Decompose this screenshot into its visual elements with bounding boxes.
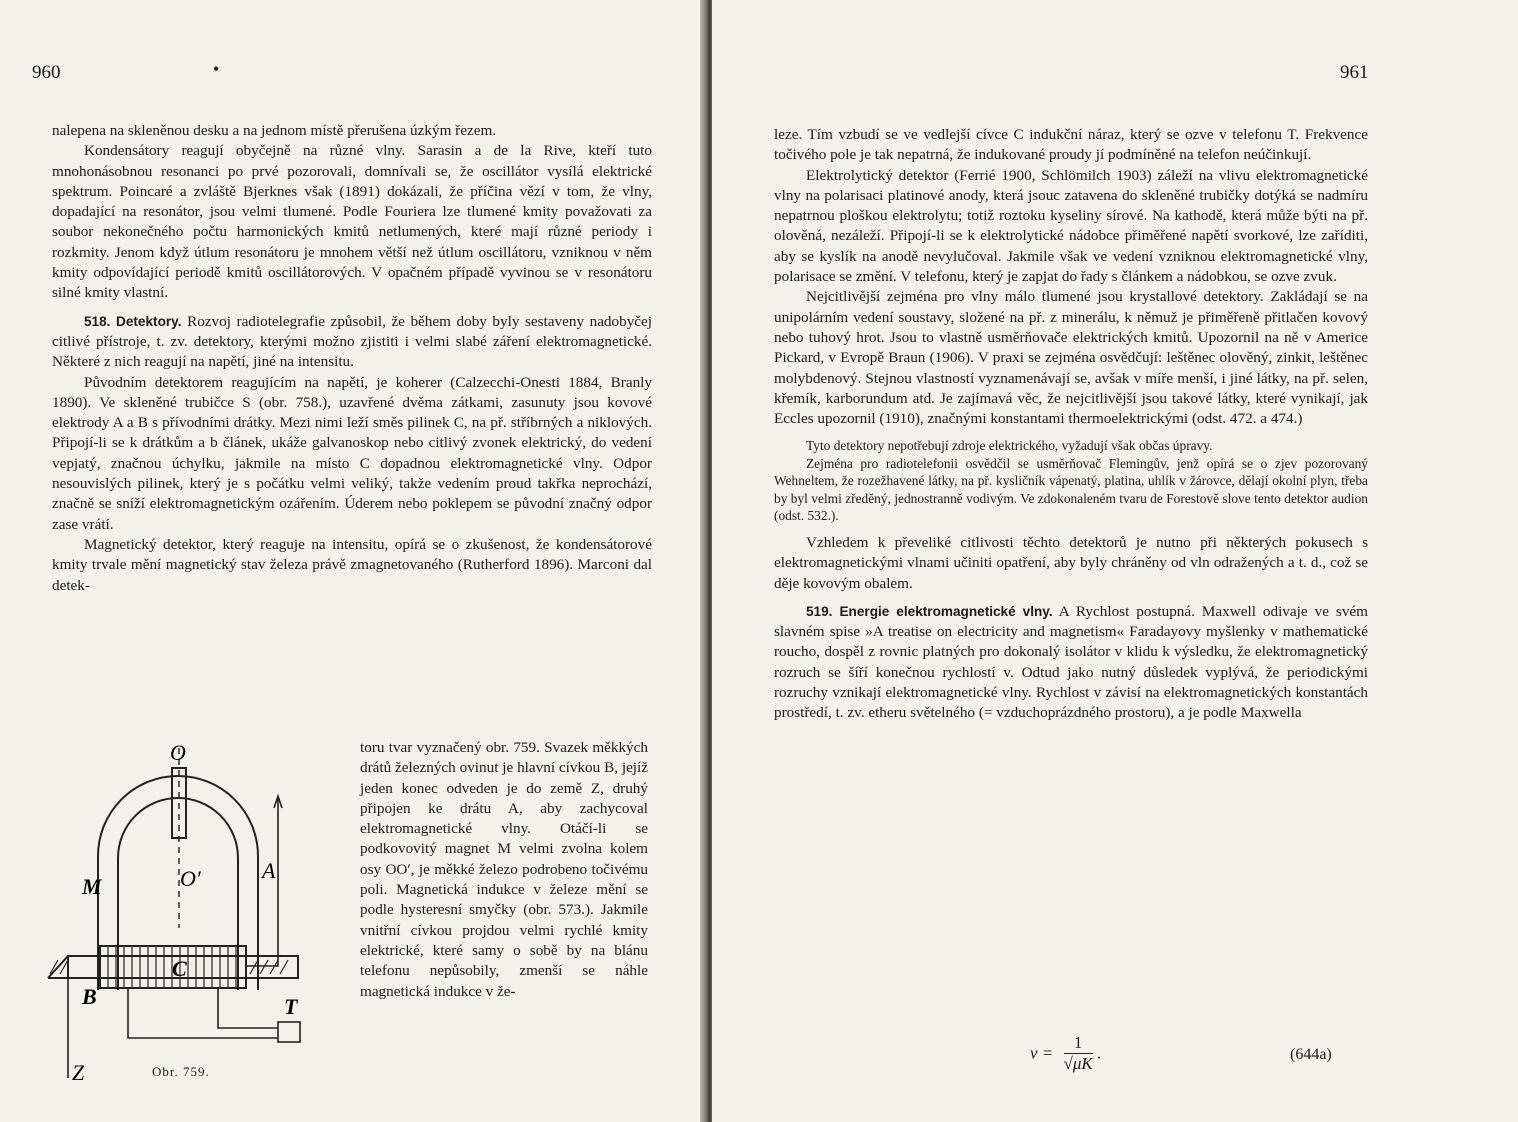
label-C: C bbox=[172, 956, 187, 981]
paragraph: Elektrolytický detektor (Ferrié 1900, Schlömilch 1903) záleží na vlivu elektromagnetické vlny na polarisaci platinové anody, která jsouc zatavena do skleněné trubičky dotýká se nadmíru nepatrnou ploškou elektrolytu; totiž roztoku kyseliny sírové. Na kathodě, která může býti na př. olověná, nezáleží. Připojí-li se k elektrolytické nádobce přiměřené napětí svorkové, lze zaříditi, aby se kyslík na anodě nevylučoval. Jakmile však ve vedení vzniknou elektromagnetické vlny, polarisace se změní. V telefonu, který je zapjat do řady s článkem a nádobkou, se ozve zvuk. bbox=[774, 166, 1368, 286]
section-number: 518. bbox=[84, 313, 111, 329]
section-text: A Rychlost postupná. Maxwell odivaje ve svém slavném spise »A treatise on electricity and magnetism« Faradayovy myšlenky v mathematické roucho, dospěl z rovnic platných pro dokonalý isolátor v klidu k výsledku, že elektromagnetický rozruch se šíří konečnou rychlostí v. Odtud jako nutný důsledek vyplývá, že periodickými rozruchy vznikají elektromagnetické vlny. Rychlost v závisí na elektromagnetických konstantách prostředí, t. zv. etheru světelného (= vzduchoprázdného prostoru), a je podle Maxwella bbox=[774, 602, 1368, 722]
page-number: 961 bbox=[1340, 62, 1369, 83]
formula-numerator: 1 bbox=[1064, 1033, 1093, 1054]
formula-lhs: v = bbox=[1030, 1043, 1054, 1063]
formula-644a bbox=[1030, 1033, 1101, 1074]
small-print bbox=[774, 437, 1368, 525]
right-main-text bbox=[774, 125, 1368, 724]
paragraph: nalepena na skleněnou desku a na jednom místě přerušena úzkým řezem. bbox=[52, 122, 497, 139]
section-519 bbox=[774, 602, 1368, 724]
section-heading: Detektory. bbox=[116, 313, 182, 329]
label-A: A bbox=[262, 858, 276, 883]
label-O: O bbox=[170, 740, 186, 765]
section-text: Rozvoj radiotelegrafie způsobil, že během doby byly sestaveny nadobyčej citlivé přístroje, t. zv. detektory, kterými možno zjistiti i velmi slabé záření elektromagnetické. Některé z nich reagují na napětí, jiné na intensitu. bbox=[52, 312, 653, 371]
paragraph: Tyto detektory nepotřebují zdroje elektrického, vyžadují však občas úpravy. bbox=[806, 438, 1213, 454]
left-main-text bbox=[52, 121, 652, 596]
section-number: 519. bbox=[806, 603, 833, 619]
paragraph: toru tvar vyznačený obr. 759. Svazek měkkých drátů železných ovinut je hlavní cívkou B, jejíž jeden konec odveden je do země Z, druhý připojen ke drátu A, aby zachycoval elektromagnetické vlny. Otáčí-li se podkovovitý magnet M velmi zvolna kolem osy OO′, je měkké železo podrobeno točivému poli. Magnetická indukce v železe mění se podle hysteresní smyčky (obr. 573.). Jakmile vnitřní cívkou projdou velmi rychlé kmity elektrické, které samy o sobě by na blánu telefonu nepůsobily, zmenší se náhle magnetická indukce v že- bbox=[360, 739, 648, 1000]
ink-dot: • bbox=[213, 59, 220, 79]
label-B: B bbox=[82, 984, 97, 1009]
paragraph: Nejcitlivější zejména pro vlny málo tlumené jsou krystallové detektory. Zakládají se na unipolárním vedení soustavy, složené na př. z minerálu, k němuž je přiměřeně přitlačen kovový nebo tuhový hrot. Jsou to vlastně usměrňovače elektrických kmitů. Upozornil na ně v Americe Pickard, v Evropě Braun (1906). V praxi se zejména osvědčují: leštěnec olověný, zinkit, leštěnec molybdenový. Stejnou vlastností vyznamenávají se, avšak v míře menší, i jiné látky, na př. selen, křemík, karborundum atd. Je zajímavá věc, že nejcitlivější jsou takové látky, které vynikají, jak Eccles upozornil (1910), značnými konstantami thermoelektrickými (odst. 472. a 474.) bbox=[774, 288, 1368, 428]
label-Z: Z bbox=[72, 1060, 85, 1085]
paragraph: Magnetický detektor, který reaguje na intensitu, opírá se o zkušenost, že kondensátorové kmity trvale mění magnetický stav železa právě zmagnetovaného (Rutherford 1896). Marconi dal detek- bbox=[52, 535, 652, 594]
page-number: 960 bbox=[32, 62, 61, 83]
figure-caption: Obr. 759. bbox=[152, 1064, 210, 1079]
section-518 bbox=[52, 312, 652, 373]
label-T: T bbox=[284, 994, 298, 1019]
section-heading: Energie elektromagnetické vlny. bbox=[839, 603, 1053, 619]
paragraph: Kondensátory reagují obyčejně na různé vlny. Sarasin a de la Rive, kteří tuto mnohonásobnou resonanci po prvé pozorovali, domnívali se, že oscillátor vysílá elektrické spektrum. Poincaré a zvláště Bjerknes však (1891) dokázali, že příčina vězí v tom, že vlny, dopadající na resonátor, jsou velmi tlumené. Podle Fouriera lze tlumené kmity považovati za soubor nekonečného počtu harmonických kmitů netlumených, které mají různé periody i rozkmity. Jenom když útlum resonátoru je mnohem větší než útlum oscillátoru, vzniknou v něm kmity odpovídající periodě kmitů oscillátorových. V opačném případě vyvinou se v resonátoru silné kmity vlastní. bbox=[52, 142, 652, 302]
figure-759-diagram bbox=[38, 738, 356, 1088]
equation-number: (644a) bbox=[1290, 1046, 1332, 1063]
paragraph: Zejména pro radiotelefonii osvědčil se usměrňovač Flemingův, jenž opírá se o zjev pozorovaný Wehneltem, že rozežhavené látky, na př. kysličník vápenatý, platina, uhlík v žárovce, dělají okolní plyn, třeba by byl velmi zředěný, jednostranně vodivým. Ve zdokonaleném tvaru de Forestově slove tento detektor audion (odst. 532.). bbox=[774, 455, 1368, 524]
wrap-text bbox=[360, 738, 648, 1002]
right-page bbox=[712, 0, 1518, 1122]
formula-denominator: √μK bbox=[1063, 1054, 1093, 1073]
paragraph: Původním detektorem reagujícím na napětí, je koherer (Calzecchi-Onesti 1884, Branly 1890). Ve skleněné trubičce S (obr. 758.), uzavřené dvěma zátkami, zasunuty jsou kovové elektrody A a B s přívodními drátky. Mezi nimi leží směs pilinek C, na př. stříbrných a niklových. Připojí-li se k drátkům a b článek, ukáže galvanoskop nebo citlivý zvonek elektrický, do vedení vepjatý, značnou úchylku, jakmile na místo C dopadnou elektromagnetické vlny. Odpor nesouvislých pilinek, který je s počátku velmi veliký, takže vedením proud takřka neprochází, značně se sníží elektromagnetickým ozářením. Úderem nebo poklepem se původní značný odpor zase vrátí. bbox=[52, 373, 652, 533]
formula-tail: . bbox=[1096, 1043, 1102, 1063]
label-O-prime: O′ bbox=[180, 866, 201, 891]
paragraph: leze. Tím vzbudí se ve vedlejší cívce C indukční náraz, který se ozve v telefonu T. Frekvence točivého pole je tak nepatrná, že indukované proudy jí podmíněné na telefon neúčinkují. bbox=[774, 126, 1368, 164]
label-M: M bbox=[82, 874, 102, 899]
paragraph: Vzhledem k převeliké citlivosti těchto detektorů je nutno při některých pokusech s elektromagnetickými vlnami učiniti opatření, aby byly chráněny od vln odražených a t. d., což se děje kovovým obalem. bbox=[774, 533, 1368, 592]
left-page bbox=[0, 0, 704, 1122]
